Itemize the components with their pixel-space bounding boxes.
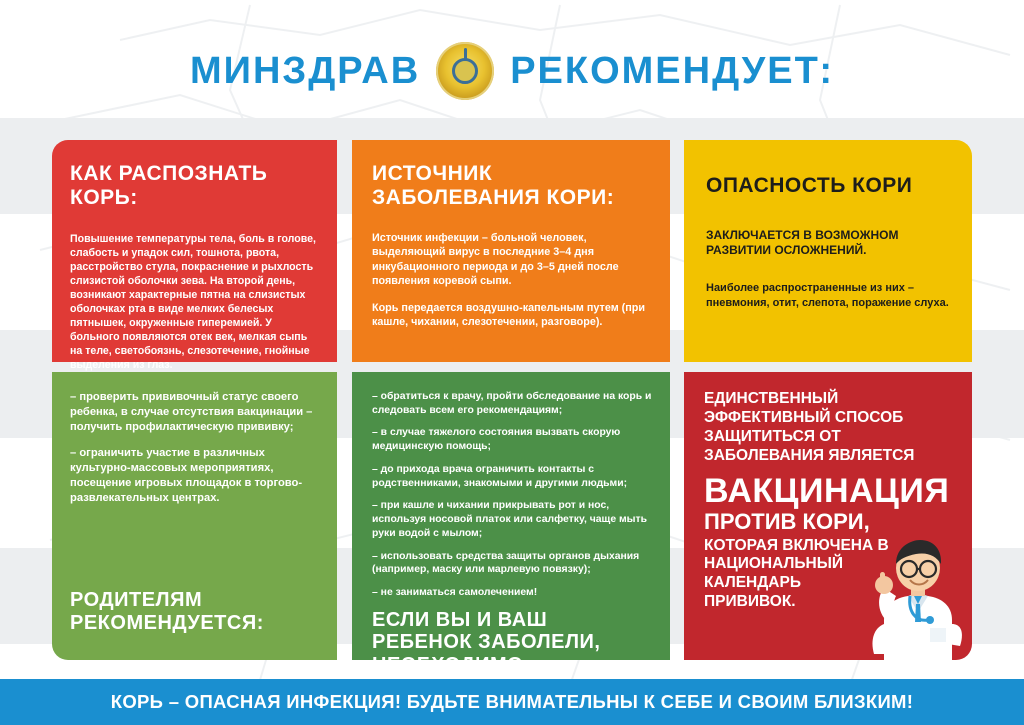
card-title: ИСТОЧНИК ЗАБОЛЕВАНИЯ КОРИ:	[372, 162, 615, 209]
card-body	[706, 228, 952, 311]
card-title: РОДИТЕЛЯМ РЕКОМЕНДУЕТСЯ:	[70, 589, 264, 634]
doctor-pointing-icon	[858, 528, 970, 660]
card-title: КАК РАСПОЗНАТЬ КОРЬ:	[70, 162, 268, 209]
card-title: ЕСЛИ ВЫ И ВАШ РЕБЕНОК ЗАБОЛЕЛИ, НЕОБХОДИМО:	[372, 608, 601, 676]
header-title-left: МИНЗДРАВ	[190, 49, 421, 92]
card-paragraph: ЗАКЛЮЧАЕТСЯ В ВОЗМОЖНОМ РАЗВИТИИ ОСЛОЖНЕНИЙ.	[706, 227, 899, 258]
card-title: ОПАСНОСТЬ КОРИ	[706, 174, 913, 197]
card-paragraph: – в случае тяжелого состояния вызвать скорую медицинскую помощь;	[372, 427, 621, 453]
card-paragraph: – не заниматься самолечением!	[372, 587, 538, 599]
card-body	[70, 390, 319, 517]
vaccine-lead-text: ЕДИНСТВЕННЫЙ ЭФФЕКТИВНЫЙ СПОСОБ ЗАЩИТИТЬСЯ ОТ ЗАБОЛЕВАНИЯ ЯВЛЯЕТСЯ	[704, 390, 915, 464]
card-paragraph: Источник инфекции – больной человек, выделяющий вирус в последние 3–4 дня инкубационного периода и до 3–5 дней после появления коревой сыпи.	[372, 232, 619, 287]
card-parents-recommendations	[52, 372, 337, 660]
poster-footer	[0, 679, 1024, 725]
card-paragraph: – ограничить участие в различных культурно-массовых мероприятиях, посещение игровых площадок в торгово-развлекательных центрах.	[70, 447, 303, 504]
card-body	[372, 231, 650, 330]
card-source-of-disease	[352, 140, 670, 362]
card-if-you-are-sick	[352, 372, 670, 676]
poster-header	[0, 36, 1024, 106]
card-paragraph: – при кашле и чихании прикрывать рот и нос, используя носовой платок или салфетку, чаще мыть руки водой с мылом;	[372, 500, 648, 539]
card-body: Повышение температуры тела, боль в голове, слабость и упадок сил, тошнота, рвота, расстройство стула, покраснение и рыхлость слизистой оболочки зева. На второй день, возникают характерные пятна на слизистых оболочках рта в виде мелких белесых пятнышек, окруженные гиперемией. У больного появляются отек век, мелкая сыпь на теле, светобоязнь, слезотечение, гнойные выделения из глаз.	[70, 233, 316, 371]
card-body	[372, 390, 652, 609]
kazakhstan-emblem-icon	[436, 42, 494, 100]
card-paragraph: – до прихода врача ограничить контакты с родственниками, знакомыми и другими людьми;	[372, 463, 628, 489]
card-paragraph: Наиболее распространенные из них – пневмония, отит, слепота, поражение слуха.	[706, 282, 949, 309]
card-how-to-recognize	[52, 140, 337, 371]
footer-text: КОРЬ – ОПАСНАЯ ИНФЕКЦИЯ! БУДЬТЕ ВНИМАТЕЛЬНЫ К СЕБЕ И СВОИМ БЛИЗКИМ!	[110, 691, 914, 712]
vaccine-headline: ВАКЦИНАЦИЯ	[704, 471, 950, 510]
card-danger-of-measles	[684, 140, 972, 362]
vaccine-note: КОТОРАЯ ВКЛЮЧЕНА В НАЦИОНАЛЬНЫЙ КАЛЕНДАРЬ ПРИВИВОК.	[704, 536, 889, 610]
vaccine-subheadline: ПРОТИВ КОРИ,	[704, 508, 870, 534]
card-paragraph: – проверить прививочный статус своего ребенка, в случае отсутствия вакцинации – получить профилактическую прививку;	[70, 391, 313, 433]
card-paragraph: – обратиться к врачу, пройти обследование на корь и следовать всем его рекомендациям;	[372, 391, 652, 416]
card-paragraph: Корь передается воздушно-капельным путем (при кашле, чихании, слезотечении, разговоре).	[372, 302, 646, 329]
card-vaccination	[684, 372, 972, 660]
card-paragraph: – использовать средства защиты органов дыхания (например, маску или марлевую повязку);	[372, 550, 640, 576]
header-title-right: РЕКОМЕНДУЕТ:	[510, 49, 834, 92]
